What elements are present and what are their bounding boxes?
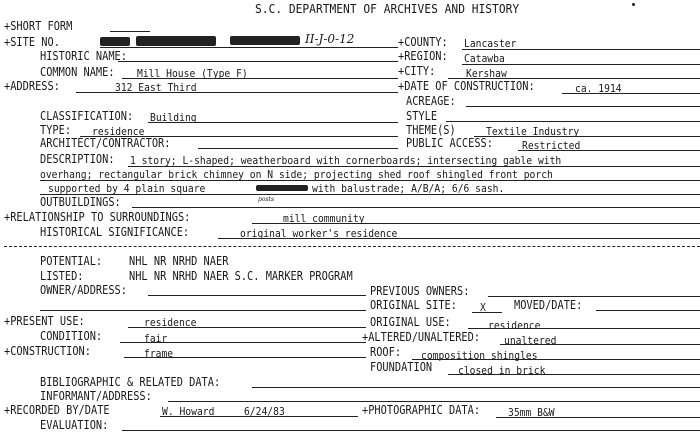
architect-line: [198, 148, 398, 149]
site-no-line: [100, 47, 398, 48]
description-line-2: overhang; rectangular brick chimney on N side; projecting shed roof shingled front porch: [40, 168, 553, 181]
original-use-label: ORIGINAL USE:: [370, 315, 451, 329]
region-label: +REGION:: [398, 49, 448, 63]
outbuildings-label: OUTBUILDINGS:: [40, 195, 121, 209]
owner-line-2: [40, 310, 366, 311]
present-use-value: residence: [144, 316, 197, 329]
type-value: residence: [92, 125, 145, 138]
acreage-line: [466, 106, 700, 107]
style-line: [446, 121, 700, 122]
region-value: Catawba: [464, 52, 505, 65]
county-value: Lancaster: [464, 37, 517, 50]
recorded-line: [160, 416, 358, 417]
relationship-line: [252, 223, 700, 224]
region-line: [462, 64, 700, 65]
owner-label: OWNER/ADDRESS:: [40, 283, 127, 297]
common-name-value: Mill House (Type F): [137, 67, 248, 80]
foundation-value: closed in brick: [458, 364, 546, 377]
common-name-label: COMMON NAME:: [40, 65, 115, 79]
construction-line: [124, 357, 366, 358]
relationship-value: mill community: [283, 212, 365, 225]
present-use-line: [128, 327, 366, 328]
construction-value: frame: [144, 347, 174, 360]
recorded-label: +RECORDED BY/DATE: [4, 403, 110, 417]
significance-value: original worker's residence: [240, 227, 398, 240]
acreage-label: ACREAGE:: [406, 94, 456, 108]
photographic-value: 35mm B&W: [508, 406, 555, 419]
county-label: +COUNTY:: [398, 35, 448, 49]
foundation-label: FOUNDATION: [370, 360, 433, 374]
condition-line: [120, 342, 366, 343]
significance-line: [218, 238, 700, 239]
date-label: +DATE OF CONSTRUCTION:: [398, 79, 535, 93]
altered-line: [500, 344, 700, 345]
public-access-line: [518, 150, 700, 151]
altered-label: +ALTERED/UNALTERED:: [362, 330, 481, 344]
historic-name-line: [118, 61, 398, 62]
potential-label: POTENTIAL:: [40, 254, 103, 268]
redacted-mark: [136, 36, 216, 46]
roof-line: [412, 359, 700, 360]
moved-line: [596, 310, 700, 311]
description-rule-3: [40, 194, 700, 195]
speck: [632, 3, 635, 6]
site-no-label: +SITE NO.: [4, 35, 60, 49]
moved-label: MOVED/DATE:: [514, 298, 583, 312]
photographic-line: [496, 417, 700, 418]
redacted-mark: [230, 36, 300, 45]
themes-label: THEME(S): [406, 123, 456, 137]
redacted-mark: [100, 37, 130, 46]
condition-value: fair: [144, 332, 168, 345]
city-value: Kershaw: [466, 67, 507, 80]
owner-line: [148, 295, 366, 296]
altered-value: unaltered: [504, 334, 557, 347]
evaluation-label: EVALUATION:: [40, 418, 109, 432]
description-rule-2: [40, 180, 700, 181]
present-use-label: +PRESENT USE:: [4, 314, 85, 328]
short-form-label: +SHORT FORM: [4, 19, 73, 33]
address-value: 312 East Third: [115, 81, 197, 94]
foundation-line: [448, 374, 700, 375]
original-use-value: residence: [488, 319, 541, 332]
classification-line: [148, 122, 398, 123]
site-no-value: II-J-0-12: [305, 32, 355, 46]
potential-options: NHL NR NRHD NAER: [129, 254, 229, 268]
bibliographic-label: BIBLIOGRAPHIC & RELATED DATA:: [40, 375, 221, 389]
roof-value: composition shingles: [421, 349, 538, 362]
informant-line: [168, 401, 700, 402]
historic-name-label: HISTORIC NAME:: [40, 49, 127, 63]
bibliographic-line: [252, 387, 700, 388]
description-line-3b: with balustrade; A/B/A; 6/6 sash.: [312, 182, 505, 195]
evaluation-line: [122, 430, 700, 431]
date-value: ca. 1914: [575, 82, 622, 95]
description-line-3a: supported by 4 plain square: [48, 182, 206, 195]
struck-word: [256, 185, 308, 191]
date-line: [562, 93, 700, 94]
description-line-1: 1 story; L-shaped; weatherboard with cornerboards; intersecting gable with: [130, 154, 562, 167]
previous-owners-label: PREVIOUS OWNERS:: [370, 284, 470, 298]
informant-label: INFORMANT/ADDRESS:: [40, 389, 152, 403]
condition-label: CONDITION:: [40, 329, 103, 343]
themes-value: Textile Industry: [486, 125, 580, 138]
original-site-label: ORIGINAL SITE:: [370, 298, 457, 312]
themes-line: [474, 136, 700, 137]
address-line: [76, 92, 398, 93]
form-title: S.C. DEPARTMENT OF ARCHIVES AND HISTORY: [255, 1, 520, 16]
address-label: +ADDRESS:: [4, 79, 60, 93]
listed-label: LISTED:: [40, 269, 84, 283]
outbuildings-line: [132, 207, 700, 208]
type-label: TYPE:: [40, 123, 72, 137]
previous-owners-line: [488, 296, 700, 297]
common-name-line: [122, 78, 398, 79]
recorded-date: 6/24/83: [244, 405, 285, 418]
recorded-value: W. Howard: [162, 405, 215, 418]
original-site-line: [472, 312, 502, 313]
description-rule-1: [128, 166, 700, 167]
construction-label: +CONSTRUCTION:: [4, 344, 91, 358]
photographic-label: +PHOTOGRAPHIC DATA:: [362, 403, 481, 417]
public-access-value: Restricted: [522, 139, 581, 152]
classification-label: CLASSIFICATION:: [40, 109, 134, 123]
short-form-line: [110, 31, 150, 32]
architect-label: ARCHITECT/CONTRACTOR:: [40, 136, 171, 150]
original-site-value: X: [480, 301, 486, 314]
county-line: [462, 49, 700, 50]
description-insert: posts: [258, 196, 275, 203]
style-label: STYLE: [406, 109, 438, 123]
city-label: +CITY:: [398, 64, 436, 78]
original-use-line: [468, 328, 700, 329]
public-access-label: PUBLIC ACCESS:: [406, 136, 493, 150]
description-label: DESCRIPTION:: [40, 152, 115, 166]
significance-label: HISTORICAL SIGNIFICANCE:: [40, 225, 190, 239]
listed-options: NHL NR NRHD NAER S.C. MARKER PROGRAM: [129, 269, 353, 283]
roof-label: ROOF:: [370, 345, 402, 359]
classification-value: Building: [150, 111, 197, 124]
relationship-label: +RELATIONSHIP TO SURROUNDINGS:: [4, 210, 191, 224]
section-separator: [4, 246, 700, 247]
